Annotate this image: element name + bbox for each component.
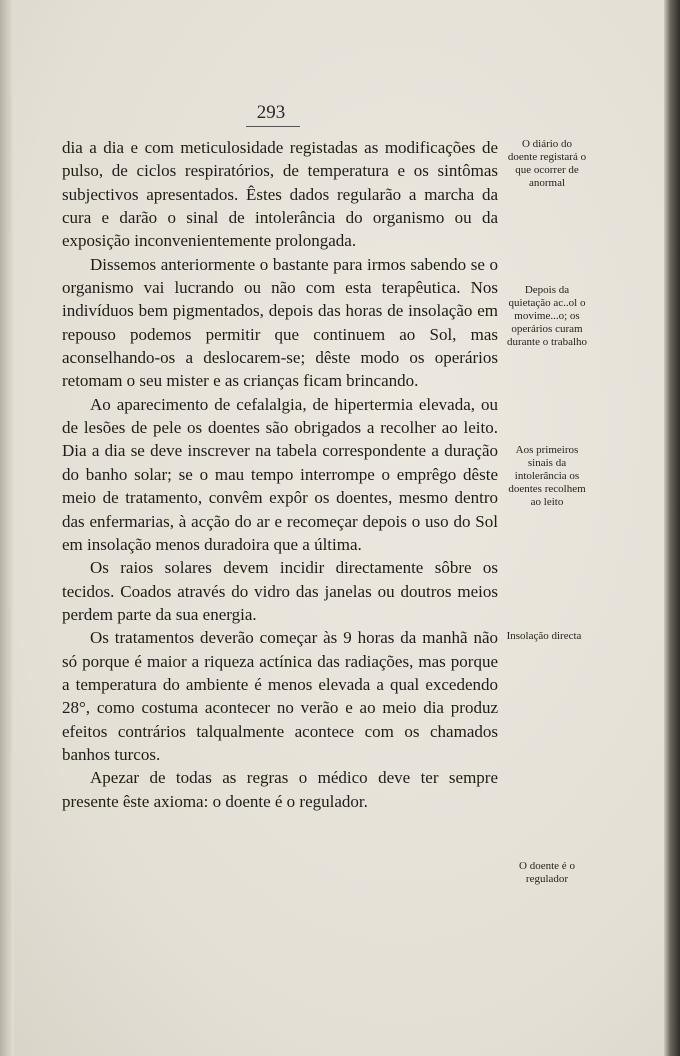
- book-edge: [664, 0, 680, 1056]
- paragraph-3: Ao aparecimento de cefalalgia, de hipertermia elevada, ou de lesões de pele os doentes são obrigados a recolher ao leito. Dia a dia se deve inscrever na tabela correspondente a duração do banho solar; se o mau tempo interrompe o emprêgo dêste meio de tratamento, convêm expôr os doentes, mesmo dentro das enfermarias, à acção do ar e recomeçar depois o uso do Sol em insolação menos duradoira que a última.: [62, 394, 498, 554]
- margin-note-insolacao-directa: Insolação directa: [506, 630, 582, 642]
- page-number: 293: [256, 102, 286, 123]
- paragraph-1: dia a dia e com meticulosidade registadas as modificações de pulso, de ciclos respiratórios, de temperatura e os sintômas subjectivos apresentados. Êstes dados regularão a marcha da cura e darão o sinal de intolerância do organismo ou da exposição inconvenientemente prolongada.: [62, 138, 498, 251]
- margin-note-primeiros-sinais: Aos primeiros sinais da intolerância os doentes recolhem ao leito: [508, 444, 586, 508]
- margin-note-regulador: O doente é o regulador: [519, 860, 575, 885]
- paragraph-4: Os raios solares devem incidir directamente sôbre os tecidos. Coados através do vidro das janelas ou doutros meios perdem parte da sua energia.: [62, 558, 498, 624]
- margin-note-diario: O diário do doente registará o que ocorrer de anormal: [507, 138, 587, 189]
- page-number-rule: [246, 126, 300, 127]
- paragraph-6: Apezar de todas as regras o médico deve ter sempre presente êste axioma: o doente é o regulador.: [62, 768, 498, 811]
- paragraph-2: Dissemos anteriormente o bastante para irmos sabendo se o organismo vai lucrando ou não com esta terapêutica. Nos indivíduos bem pigmentados, depois das horas de insolação em repouso podemos permitir que continuem ao Sol, mas aconselhando-os a deslocarem-se; dêste modo os operários retomam o seu mister e as crianças ficam brincando.: [62, 254, 498, 391]
- margin-note-quietacao: Depois da quietação ac..ol o movime...o; os operários curam durante o trabalho: [506, 284, 588, 348]
- page-gutter: [0, 0, 14, 1056]
- paragraph-5: Os tratamentos deverão começar às 9 horas da manhã não só porque é maior a riqueza actínica das radiações, mas porque a temperatura do ambiente é menos elevada a qual excedendo 28°, como costuma acontecer no verão e ao meio dia produz efeitos contrários talqualmente acontece com os chamados banhos turcos.: [62, 628, 498, 764]
- main-text-column: [62, 136, 498, 813]
